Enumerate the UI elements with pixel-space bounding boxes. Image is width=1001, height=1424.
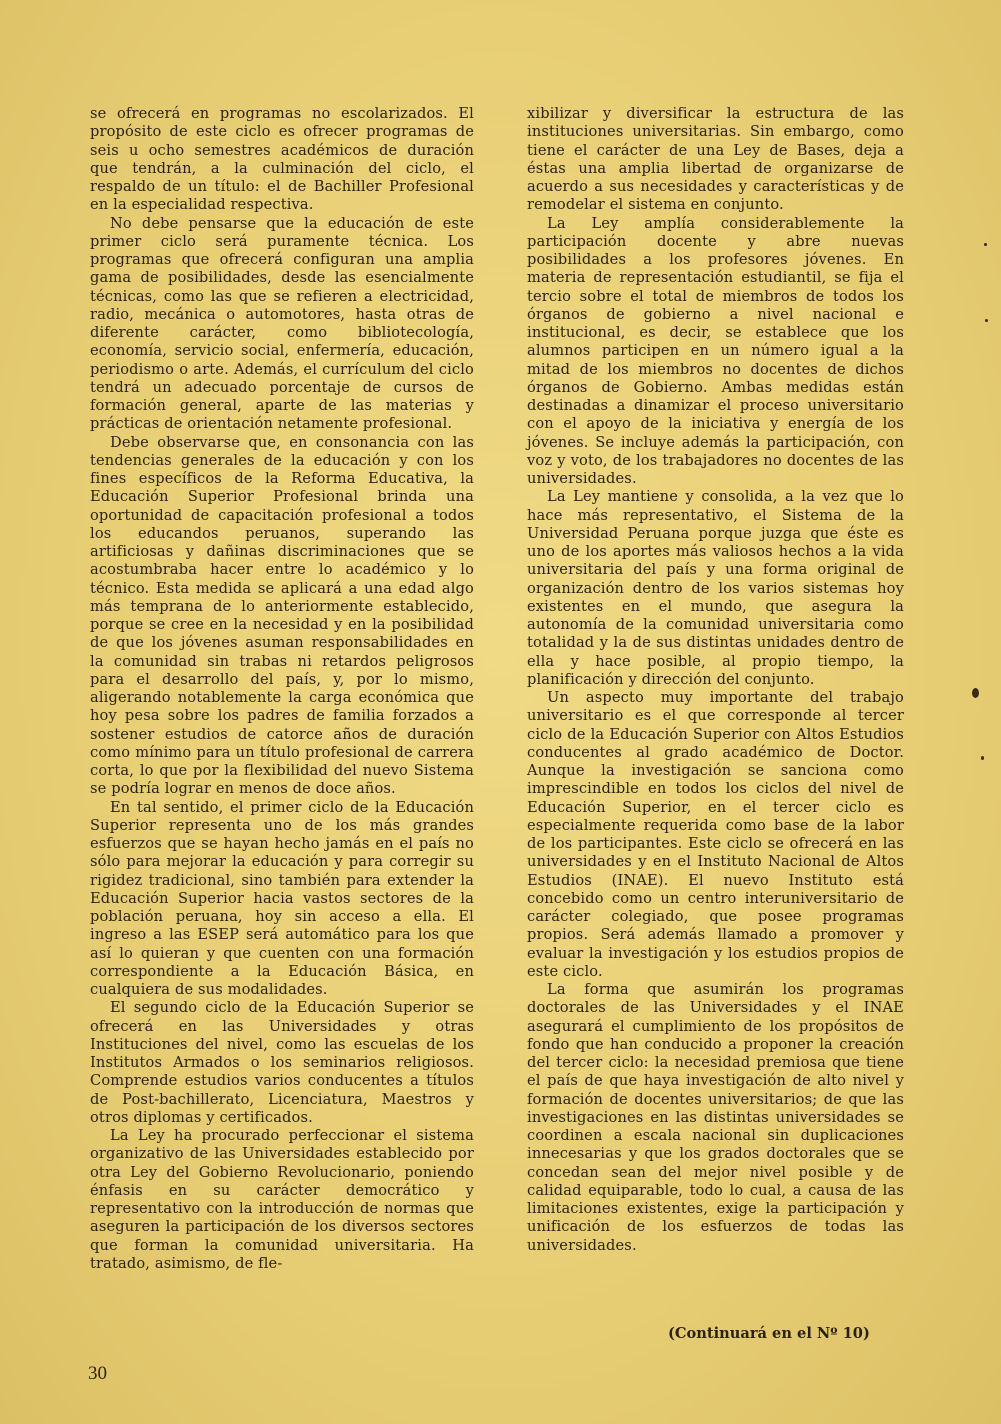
- paragraph: En tal sentido, el primer ciclo de la Educación Superior representa uno de los más grandes esfuerzos que se hayan hecho jamás en el país no sólo para mejorar la educación y para corregir su rigidez tradicional, sino también para extender la Educación Superior hacia vastos sectores de la población peruana, hoy sin acceso a ella. El ingreso a las ESEP será automático para los que así lo quieran y que cuenten con una formación correspondiente a la Educación Básica, en cualquiera de sus modalidades.: [90, 798, 474, 998]
- paragraph: El segundo ciclo de la Educación Superior se ofrecerá en las Universidades y otras Instituciones del nivel, como las escuelas de los Institutos Armados o los seminarios religiosos. Comprende estudios varios conducentes a títulos de Post-bachillerato, Licenciatura, Maestros y otros diplomas y certificados.: [90, 999, 474, 1126]
- paper-speck: [984, 243, 987, 246]
- paragraph: Un aspecto muy importante del trabajo universitario es el que corresponde al tercer ciclo de la Educación Superior con Altos Estudios conducentes al grado académico de Doctor. Aunque la investigación se sanciona como imprescindible en todos los ciclos del nivel de Educación Superior, en el tercer ciclo es especialmente requerida como base de la labor de los participantes. Este ciclo se ofrecerá en las universidades y en el Instituto Nacional de Altos Estudios (INAE). El nuevo Instituto está concebido como un centro interuniversitario de carácter colegiado, que posee programas propios. Será además llamado a promover y evaluar la investigación y los estudios propios de este ciclo.: [527, 689, 904, 980]
- paragraph: xibilizar y diversificar la estructura de las instituciones universitarias. Sin embargo, como tiene el carácter de una Ley de Bases, deja a éstas una amplia libertad de organizarse de acuerdo a sus necesidades y características y de remodelar el sistema en conjunto.: [527, 105, 904, 214]
- left-column: [90, 105, 474, 1273]
- paragraph: La Ley ha procurado perfeccionar el sistema organizativo de las Universidades establecido por otra Ley del Gobierno Revolucionario, poniendo énfasis en su carácter democrático y representativo con la introducción de normas que aseguren la participación de los diversos sectores que forman la comunidad universitaria. Ha tratado, asimismo, de fle-: [90, 1127, 474, 1272]
- paper-speck: [972, 688, 979, 698]
- paragraph: La forma que asumirán los programas doctorales de las Universidades y el INAE asegurará el cumplimiento de los propósitos de fondo que han conducido a proponer la creación del tercer ciclo: la necesidad premiosa que tiene el país de que haya investigación de alto nivel y formación de docentes universitarios; de que las investigaciones en las distintas universidades se coordinen a escala nacional sin duplicaciones innecesarias y que los grados doctorales que se concedan sean del mejor nivel posible y de calidad equiparable, todo lo cual, a causa de las limitaciones existentes, exige la participación y unificación de los esfuerzos de todas las universidades.: [527, 981, 904, 1254]
- paragraph: No debe pensarse que la educación de este primer ciclo será puramente técnica. Los programas que ofrecerá configuran una amplia gama de posibilidades, desde las esencialmente técnicas, como las que se refieren a electricidad, radio, mecánica o automotores, hasta otras de diferente carácter, como bibliotecología, economía, servicio social, enfermería, educación, periodismo o arte. Además, el currículum del ciclo tendrá un adecuado porcentaje de cursos de formación general, aparte de las materias y prácticas de orientación netamente profesional.: [90, 214, 474, 433]
- right-column: [527, 105, 904, 1255]
- paper-speck: [981, 756, 984, 760]
- paragraph: La Ley mantiene y consolida, a la vez que lo hace más representativo, el Sistema de la Universidad Peruana porque juzga que éste es uno de los aportes más valiosos hechos a la vida universitaria del país y una forma original de organización dentro de los varios sistemas hoy existentes en el mundo, que asegura la autonomía de la comunidad universitaria como totalidad y la de sus distintas unidades dentro de ella y hace posible, al propio tiempo, la planificación y dirección del conjunto.: [527, 488, 904, 688]
- paragraph: Debe observarse que, en consonancia con las tendencias generales de la educación y con los fines específicos de la Reforma Educativa, la Educación Superior Profesional brinda una oportunidad de capacitación profesional a todos los educandos peruanos, superando las artificiosas y dañinas discriminaciones que se acostumbraba hacer entre lo académico y lo técnico. Esta medida se aplicará a una edad algo más temprana de lo anteriormente establecido, porque se cree en la necesidad y en la posibilidad de que los jóvenes asuman responsabilidades en la comunidad sin trabas ni retardos peligrosos para el desarrollo del país, y, por lo mismo, aligerando notablemente la carga económica que hoy pesa sobre los padres de familia forzados a sostener estudios de catorce años de duración como mínimo para un título profesional de carrera corta, lo que por la flexibilidad del nuevo Sistema se podría lograr en menos de doce años.: [90, 433, 474, 798]
- paper-speck: [985, 319, 988, 322]
- page-number: 30: [88, 1363, 107, 1384]
- continuation-note: (Continuará en el Nº 10): [668, 1325, 870, 1342]
- paragraph: se ofrecerá en programas no escolarizados. El propósito de este ciclo es ofrecer programas de seis u ocho semestres académicos de duración que tendrán, a la culminación del ciclo, el respaldo de un título: el de Bachiller Profesional en la especialidad respectiva.: [90, 105, 474, 214]
- paragraph: La Ley amplía considerablemente la participación docente y abre nuevas posibilidades a los profesores jóvenes. En materia de representación estudiantil, se fija el tercio sobre el total de miembros de todos los órganos de gobierno a nivel nacional e institucional, es decir, se establece que los alumnos participen en un número igual a la mitad de los miembros no docentes de dichos órganos de Gobierno. Ambas medidas están destinadas a dinamizar el proceso universitario con el apoyo de la iniciativa y energía de los jóvenes. Se incluye además la participación, con voz y voto, de los trabajadores no docentes de las universidades.: [527, 214, 904, 487]
